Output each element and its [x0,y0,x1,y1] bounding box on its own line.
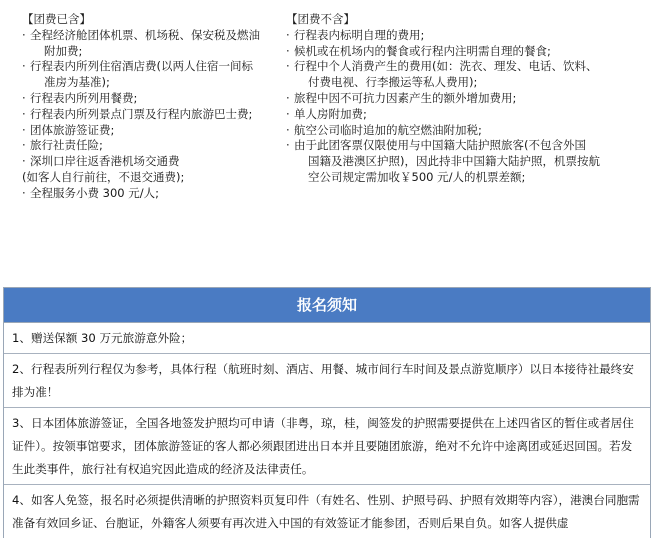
included-item-text: 深圳口岸往返香港机场交通费 [30,154,180,169]
included-item [22,59,284,91]
bullet-icon: · [22,138,26,153]
excluded-item-continuation: 空公司规定需加收￥500 元/人的机票差额; [308,169,526,184]
included-item-text: (如客人自行前往，不退交通费); [22,169,185,184]
excluded-item-text: 行程表内标明自理的费用; [294,27,425,42]
excluded-column [286,12,646,186]
notice-row: 4、如客人免签，报名时必须提供清晰的护照资料页复印件（有姓名、性别、护照号码、护照有效期等内容），港澳台同胞需准备有效回乡证、台胞证，外籍客人须要有再次进入中国的有效签证才能参团，否则后果自负。如客人提供虚 [12,493,640,530]
bullet-icon: · [286,27,290,42]
included-item [22,107,284,123]
excluded-list [286,28,646,186]
bullet-icon: · [286,59,290,74]
included-item-continuation: 准房为基准); [44,75,110,90]
excluded-item [286,28,646,44]
notice-header: 报名须知 [4,288,650,323]
included-item [22,123,284,139]
included-item-text: 全程经济舱团体机票、机场税、保安税及燃油 [30,27,260,42]
excluded-item-text: 行程中个人消费产生的费用(如：洗衣、理发、电话、饮料、 [294,59,598,74]
bullet-icon: · [22,27,26,42]
included-column [22,12,284,202]
excluded-item-text: 旅程中因不可抗力因素产生的额外增加费用; [294,90,517,105]
included-item-text: 行程表内所列住宿酒店费(以两人住宿一间标 [30,59,253,74]
included-item [22,28,284,60]
bullet-icon: · [22,154,26,169]
excluded-item [286,91,646,107]
included-item-text: 团体旅游签证费; [30,122,115,137]
notice-row: 1、赠送保额 30 万元旅游意外险； [4,323,650,354]
bullet-icon: · [22,106,26,121]
excluded-item [286,44,646,60]
included-item [22,138,284,154]
excluded-item [286,107,646,123]
bullet-icon: · [286,122,290,137]
excluded-item-continuation: 付费电视、行李搬运等私人费用); [308,75,478,90]
excluded-title: 【团费不含】 [286,12,355,26]
included-item-text: 旅行社责任险; [30,138,103,153]
included-item-text: 行程表内所列景点门票及行程内旅游巴士费; [30,106,253,121]
registration-notice-table [3,287,651,538]
bullet-icon: · [286,43,290,58]
bullet-icon: · [22,90,26,105]
excluded-item-text: 由于此团客票仅限使用与中国籍大陆护照旅客(不包含外国 [294,138,586,153]
bullet-icon: · [22,122,26,137]
included-item-continuation: 附加费; [44,43,83,58]
excluded-item-continuation: 国籍及港澳区护照)，因此持非中国籍大陆护照，机票按航 [308,154,600,169]
included-item [22,154,284,170]
excluded-item [286,138,646,185]
notice-rows [4,323,650,538]
excluded-item-text: 航空公司临时追加的航空燃油附加税; [294,122,482,137]
bullet-icon: · [22,185,26,200]
included-item-text: 全程服务小费 300 元/人; [30,185,160,200]
included-item [22,170,284,186]
included-item-text: 行程表内所列用餐费; [30,90,138,105]
notice-row: 3、日本团体旅游签证，全国各地签发护照均可申请（非粤，琼，桂，闽签发的护照需要提供在上述四省区的暂住或者居住证件）。按领事馆要求，团体旅游签证的客人都必须跟团进出日本并且要随团旅游，绝对不允许中途离团或延迟回国。若发生此类事件，旅行社有权追究因此造成的经济及法律责任。 [4,408,650,485]
excluded-item-text: 候机或在机场内的餐食或行程内注明需自理的餐食; [294,43,551,58]
notice-row: 2、行程表所列行程仅为参考，具体行程（航班时刻、酒店、用餐、城市间行车时间及景点游览顺序）以日本接待社最终安排为准！ [4,354,650,408]
included-list [22,28,284,202]
excluded-item [286,123,646,139]
bullet-icon: · [22,59,26,74]
bullet-icon: · [286,138,290,153]
bullet-icon: · [286,90,290,105]
bullet-icon: · [286,106,290,121]
excluded-item [286,59,646,91]
excluded-item-text: 单人房附加费; [294,106,367,121]
included-item [22,91,284,107]
included-title: 【团费已含】 [22,12,91,26]
included-item [22,186,284,202]
